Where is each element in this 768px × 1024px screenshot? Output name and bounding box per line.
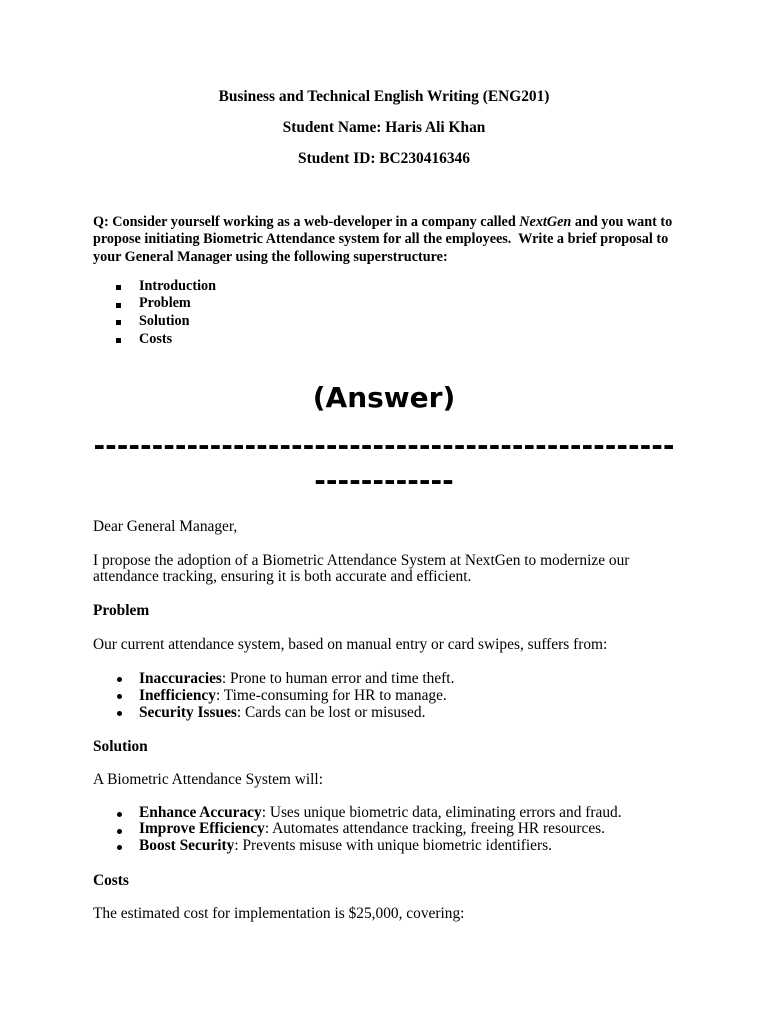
list-item-label: Problem — [139, 295, 191, 312]
square-bullet-icon — [116, 320, 121, 325]
list-item-label: Costs — [139, 330, 173, 347]
intro-paragraph: I propose the adoption of a Biometric Attendance System at NextGen to modernize our attendance tracking, ensuring it is both accurate and efficient. — [93, 551, 630, 585]
point-text: : Prone to human error and time theft. — [221, 669, 455, 687]
problem-lead: Our current attendance system, based on manual entry or card swipes, suffers from: — [93, 635, 608, 653]
question-prompt — [93, 214, 683, 267]
point-text: : Prevents misuse with unique biometric identifiers. — [234, 836, 552, 854]
point-text: : Time-consuming for HR to manage. — [215, 686, 447, 704]
square-bullet-icon — [116, 303, 121, 308]
divider-line: ------------ — [314, 464, 454, 497]
point-text: : Uses unique biometric data, eliminating errors and fraud. — [261, 803, 622, 821]
point-term: Inefficiency — [139, 686, 216, 704]
student-id: Student ID: BC230416346 — [298, 150, 470, 167]
square-bullet-icon — [116, 338, 121, 343]
costs-lead: The estimated cost for implementation is $25,000, covering: — [93, 904, 465, 922]
point-text: : Automates attendance tracking, freeing HR resources. — [264, 820, 605, 837]
student-name: Student Name: Haris Ali Khan — [282, 119, 486, 136]
list-item — [93, 295, 683, 313]
list-item — [93, 331, 683, 349]
solution-heading: Solution — [93, 737, 148, 755]
list-item — [93, 278, 683, 296]
question-text-before: Q: Consider yourself working as a web-developer in a company called — [93, 213, 520, 230]
list-item-label: Solution — [139, 312, 190, 329]
point-text: : Cards can be lost or misused. — [236, 703, 426, 721]
list-item — [93, 313, 683, 331]
square-bullet-icon — [116, 285, 121, 290]
list-item — [93, 805, 683, 822]
salutation: Dear General Manager, — [93, 517, 238, 535]
company-name: NextGen — [519, 213, 572, 230]
point-term: Security Issues — [139, 703, 237, 721]
list-item — [93, 821, 683, 838]
answer-heading: (Answer) — [312, 381, 456, 414]
round-bullet-icon — [117, 711, 122, 716]
divider-line: -------------------------------------------------- — [93, 429, 675, 462]
solution-list — [93, 805, 683, 855]
point-term: Boost Security — [139, 836, 235, 854]
superstructure-list — [93, 278, 683, 349]
point-term: Improve Efficiency — [139, 820, 265, 837]
problem-list — [93, 670, 683, 721]
list-item-label: Introduction — [139, 277, 216, 294]
round-bullet-icon — [117, 829, 122, 834]
point-term: Inaccuracies — [139, 669, 222, 687]
point-term: Enhance Accuracy — [139, 803, 262, 821]
solution-lead: A Biometric Attendance System will: — [93, 770, 323, 788]
problem-heading: Problem — [93, 601, 150, 619]
question-text-after: and you want to propose initiating Biometric Attendance system for all the employees. Write a brief proposal to your General Manager using the following superstructure: — [93, 213, 676, 265]
round-bullet-icon — [117, 845, 122, 850]
list-item — [93, 704, 683, 721]
round-bullet-icon — [117, 812, 122, 817]
costs-heading: Costs — [93, 871, 129, 889]
round-bullet-icon — [117, 694, 122, 699]
course-title: Business and Technical English Writing (ENG201) — [218, 88, 550, 105]
answer-divider — [0, 428, 768, 498]
list-item — [93, 670, 683, 687]
list-item — [93, 838, 683, 855]
round-bullet-icon — [117, 677, 122, 682]
list-item — [93, 687, 683, 704]
